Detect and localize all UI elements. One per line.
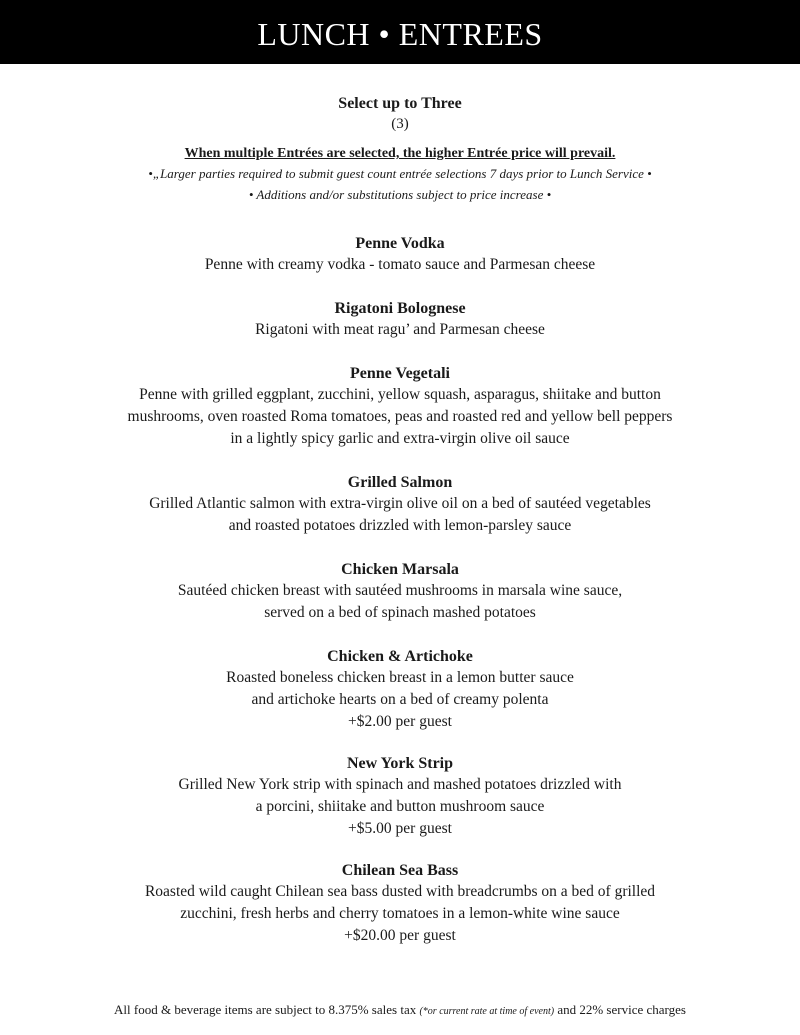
entree-name: Penne Vodka (355, 235, 445, 252)
page-title: LUNCH • ENTREES (257, 16, 543, 52)
entree-item (0, 861, 800, 947)
note-line: • Additions and/or substitutions subject to price increase • (248, 187, 552, 202)
entree-name: Penne Vegetali (350, 365, 450, 382)
entree-description: Grilled New York strip with spinach and mashed potatoes drizzled with a porcini, shiitake and button mushroom sauce (178, 776, 622, 815)
entree-item (0, 647, 800, 733)
footer-text-end: and 22% service charges (554, 1002, 686, 1017)
header-bar (0, 0, 800, 64)
entree-item (0, 754, 800, 840)
footer-disclaimer (0, 1001, 800, 1021)
footer-text: All food & beverage items are subject to 8.375% sales tax (114, 1002, 420, 1017)
entree-description: Rigatoni with meat ragu’ and Parmesan cheese (255, 321, 545, 338)
entree-description: Grilled Atlantic salmon with extra-virgin olive oil on a bed of sautéed vegetables and roasted potatoes drizzled with lemon-parsley sauce (149, 495, 651, 534)
intro-section (0, 94, 800, 205)
entree-description: Roasted wild caught Chilean sea bass dusted with breadcrumbs on a bed of grilled zucchini, fresh herbs and cherry tomatoes in a lemon-white wine sauce (144, 883, 656, 922)
footer-tax-note: (*or current rate at time of event) (419, 1006, 555, 1017)
entree-name: Chicken Marsala (341, 561, 459, 578)
entree-name: Grilled Salmon (347, 474, 453, 491)
entree-description: Penne with creamy vodka - tomato sauce and Parmesan cheese (204, 256, 596, 273)
entree-item (0, 234, 800, 276)
entree-price: +$20.00 per guest (344, 927, 456, 944)
select-count: (3) (391, 116, 409, 132)
entree-item (0, 364, 800, 450)
entree-item (0, 560, 800, 624)
entree-price: +$2.00 per guest (348, 713, 452, 730)
entree-item (0, 473, 800, 537)
entree-name: New York Strip (346, 755, 454, 772)
note-line: •„Larger parties required to submit guest count entrée selections 7 days prior to Lunch Service • (148, 166, 652, 181)
entree-name: Rigatoni Bolognese (334, 300, 466, 317)
entree-description: Sautéed chicken breast with sautéed mushrooms in marsala wine sauce, served on a bed of spinach mashed potatoes (177, 582, 623, 621)
entree-name: Chilean Sea Bass (341, 862, 459, 879)
entree-price: +$5.00 per guest (348, 820, 452, 837)
entree-item (0, 299, 800, 341)
entree-name: Chicken & Artichoke (327, 648, 473, 665)
select-heading: Select up to Three (338, 95, 462, 112)
entree-description: Roasted boneless chicken breast in a lemon butter sauce and artichoke hearts on a bed of creamy polenta (226, 669, 574, 708)
entree-description: Penne with grilled eggplant, zucchini, yellow squash, asparagus, shiitake and button mushrooms, oven roasted Roma tomatoes, peas and roasted red and yellow bell peppers in a lightly spicy garlic and extra-virgin olive oil sauce (127, 386, 673, 447)
entree-list (0, 234, 800, 968)
price-policy: When multiple Entrées are selected, the higher Entrée price will prevail. (184, 146, 616, 161)
